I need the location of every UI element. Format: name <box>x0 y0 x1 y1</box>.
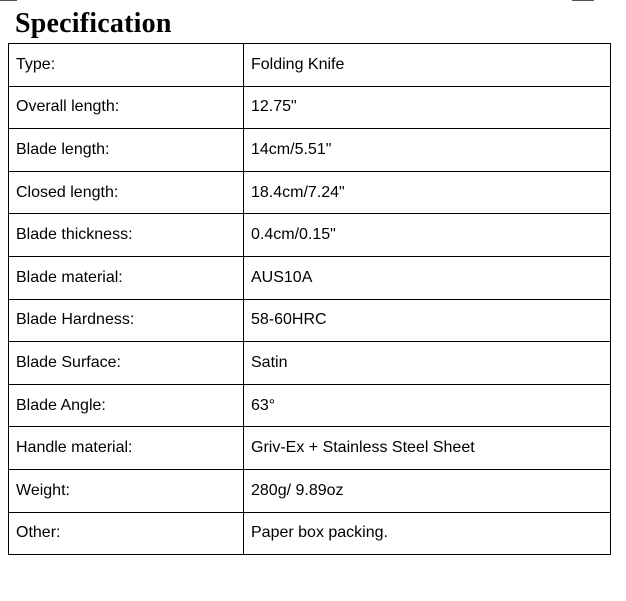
row-label-blade-length: Blade length: <box>9 129 244 172</box>
row-value-blade-length: 14cm/5.51" <box>244 129 611 172</box>
row-label-closed-length: Closed length: <box>9 171 244 214</box>
row-label-blade-angle: Blade Angle: <box>9 384 244 427</box>
row-value-blade-angle: 63° <box>244 384 611 427</box>
row-label-blade-thickness: Blade thickness: <box>9 214 244 257</box>
table-row <box>9 512 611 555</box>
row-label-blade-material: Blade material: <box>9 256 244 299</box>
table-row <box>9 129 611 172</box>
table-row <box>9 384 611 427</box>
row-value-closed-length: 18.4cm/7.24" <box>244 171 611 214</box>
row-label-other: Other: <box>9 512 244 555</box>
row-label-overall-length: Overall length: <box>9 86 244 129</box>
row-value-blade-surface: Satin <box>244 342 611 385</box>
page-title: Specification <box>15 8 172 39</box>
table-row <box>9 44 611 87</box>
table-row <box>9 342 611 385</box>
row-label-blade-surface: Blade Surface: <box>9 342 244 385</box>
table-row <box>9 427 611 470</box>
table-row <box>9 214 611 257</box>
table-row <box>9 86 611 129</box>
row-label-type: Type: <box>9 44 244 87</box>
row-label-handle-material: Handle material: <box>9 427 244 470</box>
table-row <box>9 256 611 299</box>
table-row <box>9 469 611 512</box>
row-value-weight: 280g/ 9.89oz <box>244 469 611 512</box>
table-row <box>9 171 611 214</box>
row-value-type: Folding Knife <box>244 44 611 87</box>
top-edge-lines <box>0 0 626 4</box>
specification-table <box>8 43 611 555</box>
table-row <box>9 299 611 342</box>
row-label-blade-hardness: Blade Hardness: <box>9 299 244 342</box>
row-label-weight: Weight: <box>9 469 244 512</box>
row-value-other: Paper box packing. <box>244 512 611 555</box>
row-value-blade-thickness: 0.4cm/0.15" <box>244 214 611 257</box>
row-value-overall-length: 12.75" <box>244 86 611 129</box>
row-value-blade-material: AUS10A <box>244 256 611 299</box>
row-value-blade-hardness: 58-60HRC <box>244 299 611 342</box>
row-value-handle-material: Griv-Ex + Stainless Steel Sheet <box>244 427 611 470</box>
